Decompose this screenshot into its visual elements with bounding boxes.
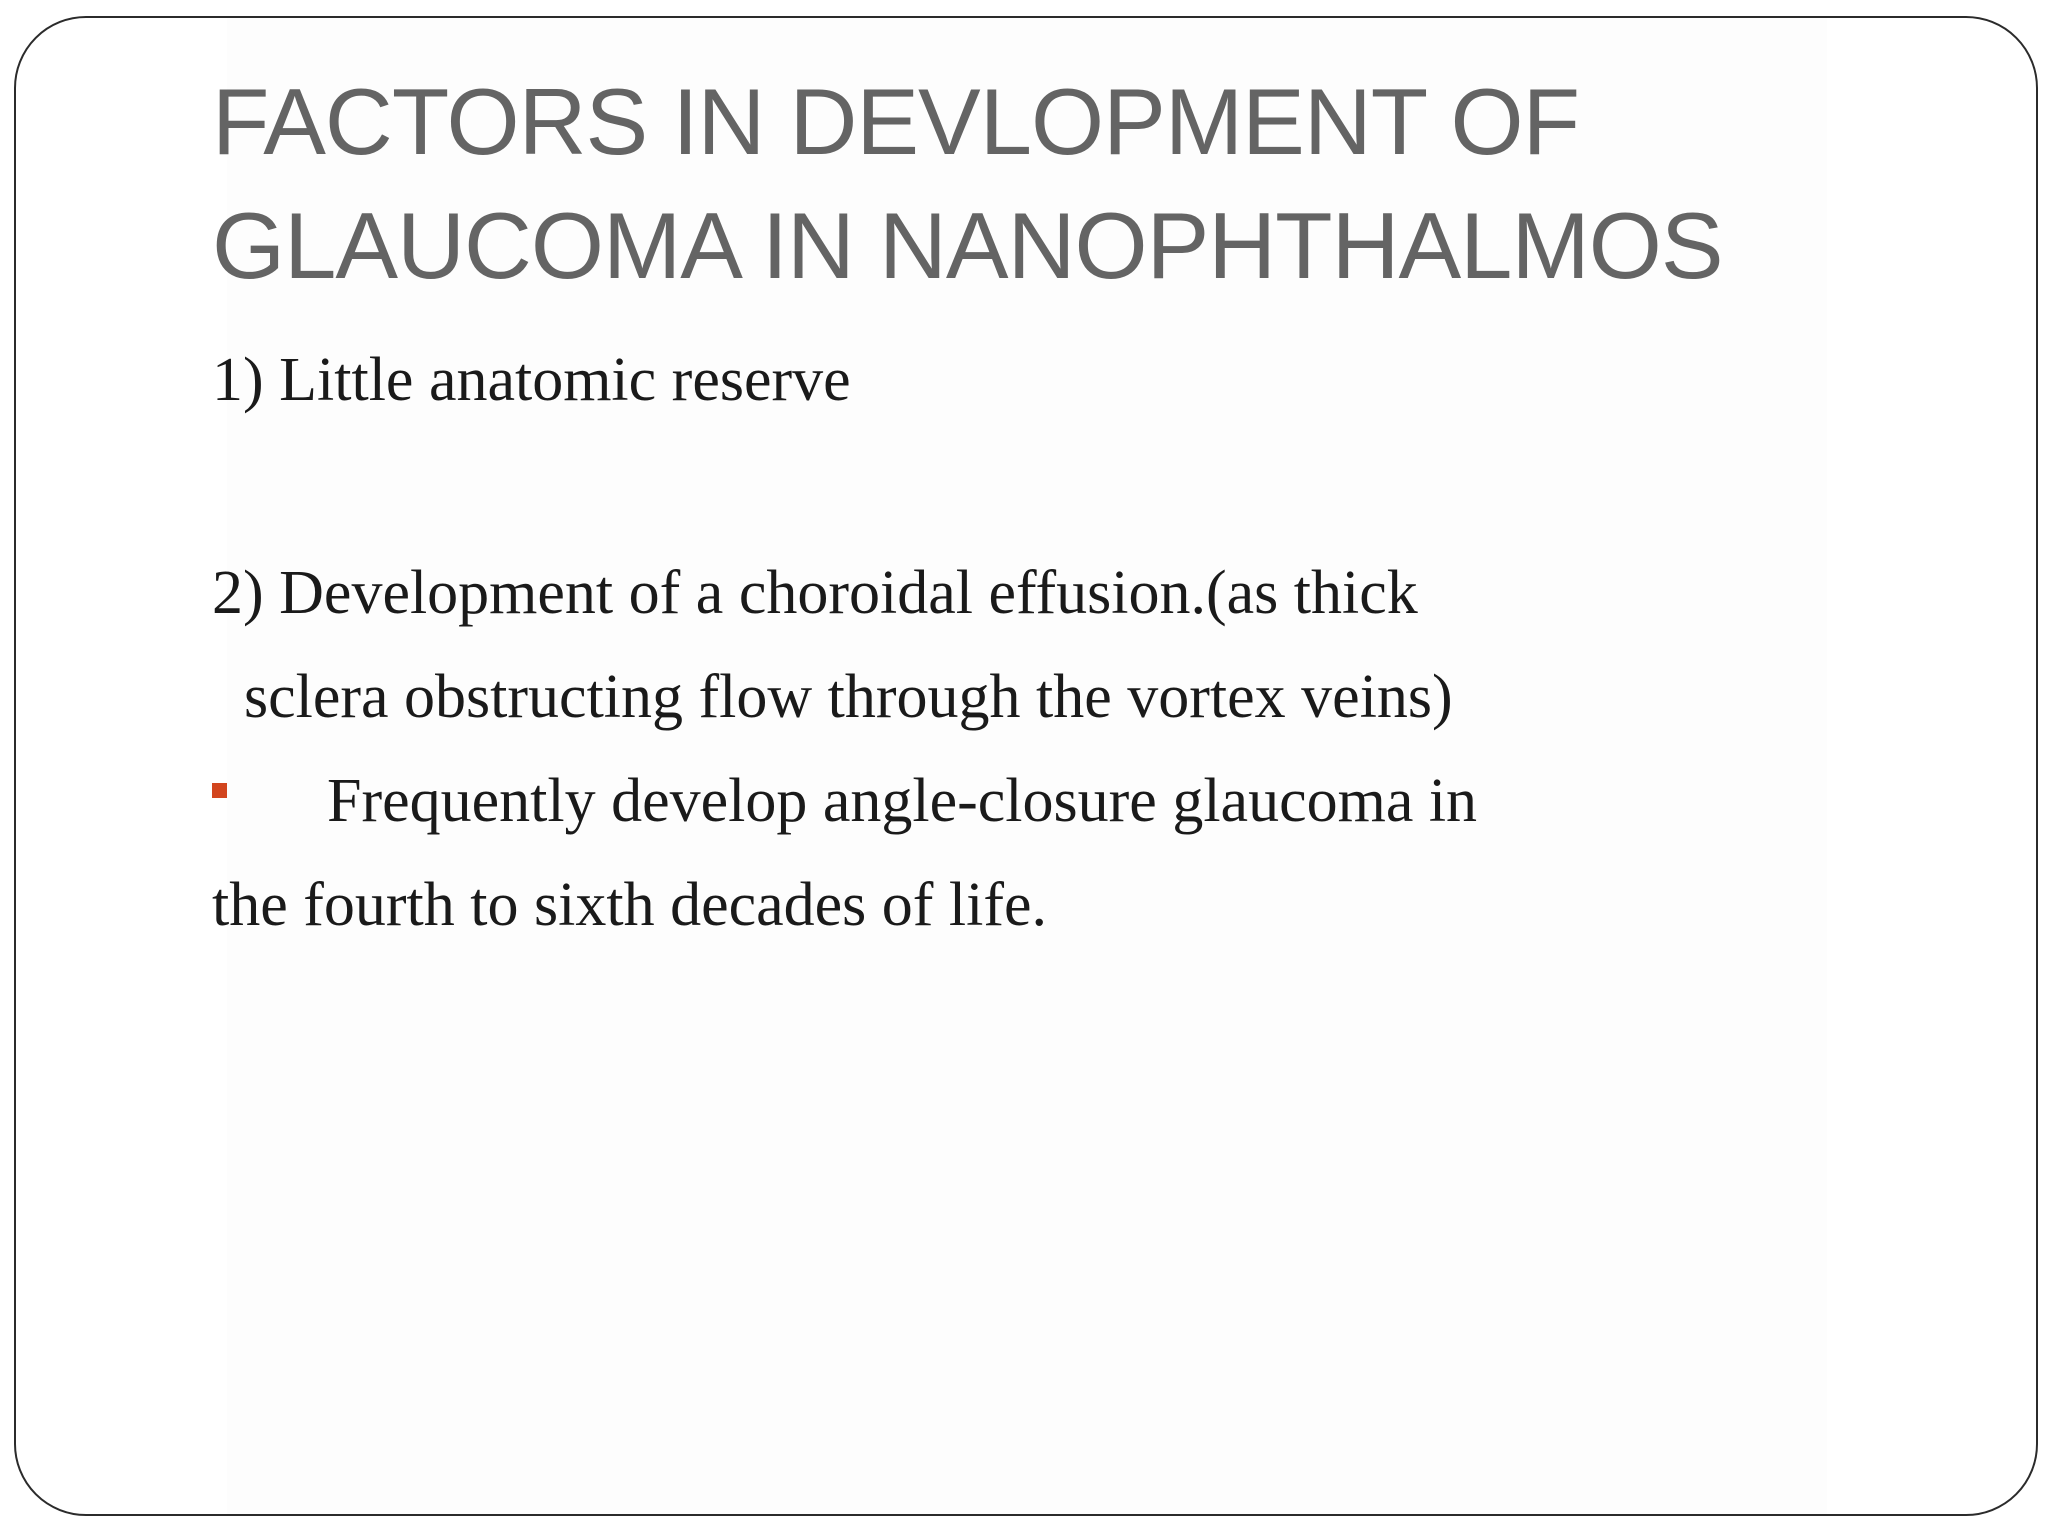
point-1-text: 1) Little anatomic reserve — [212, 346, 851, 414]
point-2-text-line-2: sclera obstructing flow through the vortex veins) — [244, 663, 1453, 731]
square-bullet-icon — [212, 783, 227, 798]
bullet-text-line-1: Frequently develop angle-closure glaucoma in — [327, 767, 1478, 835]
bullet-text-line-2: the fourth to sixth decades of life. — [212, 871, 1048, 939]
slide-title-line-1: FACTORS IN DEVLOPMENT OF — [212, 69, 1580, 174]
slide-title — [212, 60, 1912, 308]
slide-title-line-2: GLAUCOMA IN NANOPHTHALMOS — [212, 193, 1723, 298]
point-2-text-line-1: 2) Development of a choroidal effusion.(as thick — [212, 559, 1418, 627]
bullet-item — [212, 761, 1812, 841]
